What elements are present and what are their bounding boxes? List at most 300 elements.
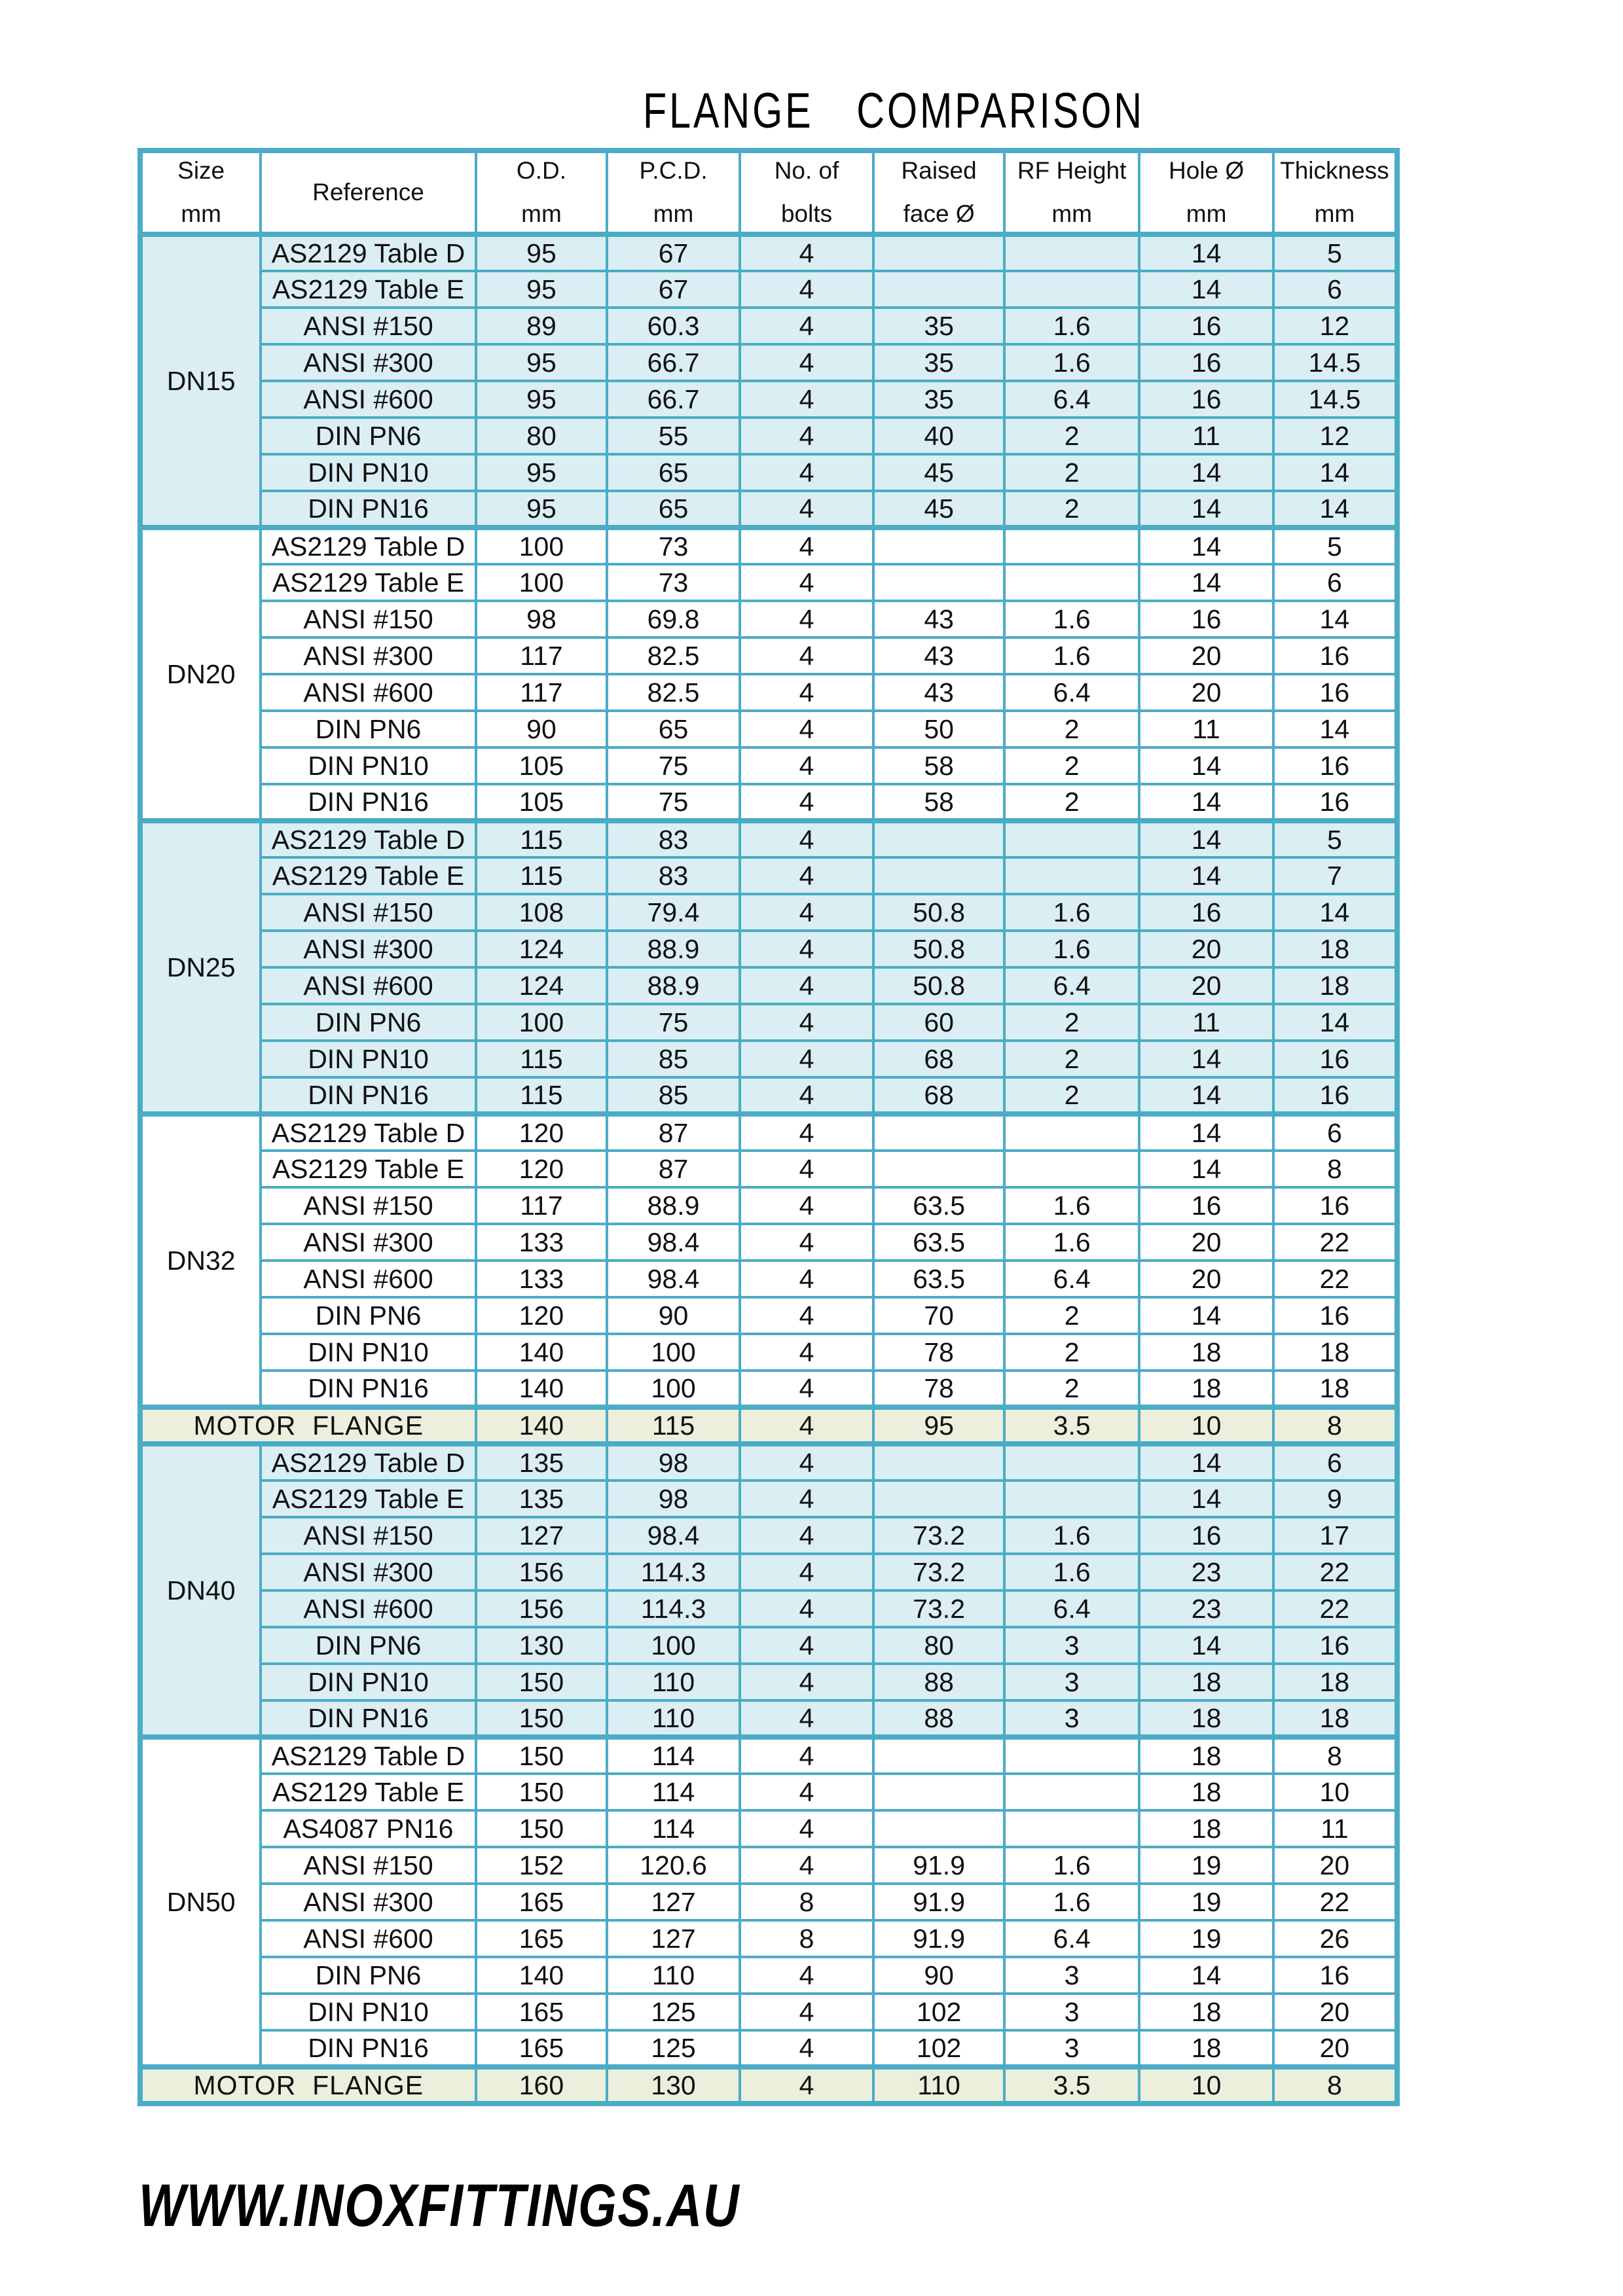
column-header-no-of xyxy=(740,151,873,234)
value-cell: 14 xyxy=(1139,1297,1273,1334)
value-cell: 20 xyxy=(1139,674,1273,711)
value-cell: 95 xyxy=(476,271,608,308)
value-cell xyxy=(1004,857,1139,894)
reference-cell: ANSI #150 xyxy=(261,1187,475,1224)
reference-cell: DIN PN6 xyxy=(261,418,475,454)
value-cell: 14 xyxy=(1139,234,1273,271)
value-cell: 18 xyxy=(1273,1371,1397,1407)
value-cell: 125 xyxy=(607,1994,740,2030)
value-cell: 18 xyxy=(1273,1664,1397,1700)
table-row xyxy=(140,711,1397,747)
value-cell: 18 xyxy=(1273,1334,1397,1371)
value-cell: 117 xyxy=(476,637,608,674)
value-cell: 1.6 xyxy=(1004,1224,1139,1261)
value-cell: 130 xyxy=(607,2067,740,2104)
value-cell: 2 xyxy=(1004,711,1139,747)
value-cell: 14 xyxy=(1139,1077,1273,1114)
value-cell: 16 xyxy=(1273,1187,1397,1224)
value-cell: 14 xyxy=(1139,1444,1273,1480)
value-cell: 18 xyxy=(1139,1334,1273,1371)
value-cell: 16 xyxy=(1273,784,1397,821)
table-row xyxy=(140,1664,1397,1700)
value-cell: 135 xyxy=(476,1444,608,1480)
value-cell: 115 xyxy=(476,1077,608,1114)
value-cell: 14 xyxy=(1273,601,1397,637)
value-cell: 102 xyxy=(873,1994,1004,2030)
value-cell: 114 xyxy=(607,1737,740,1774)
reference-cell: AS2129 Table D xyxy=(261,1737,475,1774)
value-cell: 108 xyxy=(476,894,608,931)
value-cell: 88 xyxy=(873,1700,1004,1737)
column-header-line1: RF Height xyxy=(1017,157,1127,184)
value-cell: 115 xyxy=(476,1041,608,1077)
reference-cell: DIN PN6 xyxy=(261,1957,475,1994)
reference-cell: ANSI #150 xyxy=(261,308,475,344)
value-cell: 16 xyxy=(1139,894,1273,931)
value-cell: 4 xyxy=(740,381,873,418)
value-cell xyxy=(1004,1480,1139,1517)
value-cell xyxy=(873,1114,1004,1151)
reference-cell: ANSI #300 xyxy=(261,1884,475,1920)
value-cell: 22 xyxy=(1273,1261,1397,1297)
reference-cell: ANSI #600 xyxy=(261,1590,475,1627)
value-cell: 63.5 xyxy=(873,1224,1004,1261)
reference-cell: ANSI #600 xyxy=(261,674,475,711)
footer-wordmark: WWW.INOXFITTINGS.AU xyxy=(139,2172,740,2239)
reference-cell: DIN PN6 xyxy=(261,711,475,747)
value-cell: 8 xyxy=(1273,1151,1397,1187)
reference-cell: ANSI #300 xyxy=(261,344,475,381)
table-row xyxy=(140,454,1397,491)
value-cell: 95 xyxy=(476,344,608,381)
value-cell: 4 xyxy=(740,1224,873,1261)
value-cell xyxy=(1004,271,1139,308)
value-cell xyxy=(1004,564,1139,601)
value-cell xyxy=(873,1480,1004,1517)
value-cell: 22 xyxy=(1273,1884,1397,1920)
value-cell: 16 xyxy=(1273,1957,1397,1994)
value-cell: 4 xyxy=(740,308,873,344)
value-cell: 6.4 xyxy=(1004,1261,1139,1297)
value-cell: 133 xyxy=(476,1261,608,1297)
value-cell: 11 xyxy=(1139,418,1273,454)
reference-cell: ANSI #150 xyxy=(261,894,475,931)
value-cell: 87 xyxy=(607,1151,740,1187)
value-cell: 7 xyxy=(1273,857,1397,894)
column-header-line1: No. of xyxy=(774,157,839,184)
value-cell: 6 xyxy=(1273,271,1397,308)
value-cell xyxy=(873,1737,1004,1774)
value-cell: 35 xyxy=(873,308,1004,344)
table-row xyxy=(140,1627,1397,1664)
column-header-raised xyxy=(873,151,1004,234)
value-cell: 2 xyxy=(1004,1334,1139,1371)
table-row xyxy=(140,528,1397,564)
table-row xyxy=(140,747,1397,784)
value-cell: 18 xyxy=(1273,1700,1397,1737)
column-header-hole xyxy=(1139,151,1273,234)
value-cell: 4 xyxy=(740,857,873,894)
value-cell: 4 xyxy=(740,1810,873,1847)
table-row xyxy=(140,601,1397,637)
value-cell: 20 xyxy=(1273,2030,1397,2067)
value-cell: 14 xyxy=(1273,894,1397,931)
reference-cell: AS2129 Table D xyxy=(261,234,475,271)
motor-flange-row xyxy=(140,1407,1397,1444)
table-row xyxy=(140,1187,1397,1224)
table-row xyxy=(140,1920,1397,1957)
value-cell: 1.6 xyxy=(1004,1847,1139,1884)
value-cell: 12 xyxy=(1273,308,1397,344)
reference-cell: ANSI #300 xyxy=(261,1554,475,1590)
value-cell: 18 xyxy=(1139,1371,1273,1407)
column-header-line2: mm xyxy=(1051,200,1092,227)
value-cell xyxy=(1004,1810,1139,1847)
value-cell: 90 xyxy=(873,1957,1004,1994)
value-cell xyxy=(873,564,1004,601)
value-cell: 73 xyxy=(607,528,740,564)
value-cell: 100 xyxy=(476,1004,608,1041)
value-cell: 2 xyxy=(1004,1041,1139,1077)
value-cell: 105 xyxy=(476,784,608,821)
value-cell: 8 xyxy=(740,1920,873,1957)
value-cell: 127 xyxy=(607,1884,740,1920)
value-cell: 124 xyxy=(476,931,608,967)
value-cell: 114.3 xyxy=(607,1590,740,1627)
value-cell: 4 xyxy=(740,1517,873,1554)
value-cell: 6 xyxy=(1273,1444,1397,1480)
value-cell: 16 xyxy=(1273,1041,1397,1077)
table-row xyxy=(140,1114,1397,1151)
value-cell: 95 xyxy=(476,234,608,271)
value-cell: 4 xyxy=(740,1444,873,1480)
value-cell: 4 xyxy=(740,1664,873,1700)
value-cell: 115 xyxy=(476,857,608,894)
value-cell: 18 xyxy=(1139,1774,1273,1810)
value-cell: 23 xyxy=(1139,1590,1273,1627)
value-cell: 115 xyxy=(607,1407,740,1444)
reference-cell: DIN PN10 xyxy=(261,454,475,491)
value-cell: 160 xyxy=(476,2067,608,2104)
value-cell: 6.4 xyxy=(1004,1920,1139,1957)
value-cell: 12 xyxy=(1273,418,1397,454)
reference-cell: DIN PN16 xyxy=(261,1700,475,1737)
value-cell: 4 xyxy=(740,1077,873,1114)
value-cell xyxy=(873,1151,1004,1187)
table-row xyxy=(140,564,1397,601)
column-header-line1: Reference xyxy=(312,179,424,206)
size-group-cell-dn32: DN32 xyxy=(140,1114,261,1407)
value-cell: 73.2 xyxy=(873,1554,1004,1590)
value-cell: 140 xyxy=(476,1371,608,1407)
value-cell: 14 xyxy=(1273,491,1397,528)
column-header-line1: Thickness xyxy=(1280,157,1389,184)
value-cell: 1.6 xyxy=(1004,344,1139,381)
value-cell: 100 xyxy=(607,1334,740,1371)
value-cell: 5 xyxy=(1273,528,1397,564)
table-row xyxy=(140,1334,1397,1371)
value-cell: 1.6 xyxy=(1004,931,1139,967)
value-cell: 20 xyxy=(1139,637,1273,674)
column-header-line1: O.D. xyxy=(516,157,566,184)
value-cell: 110 xyxy=(607,1957,740,1994)
value-cell: 120.6 xyxy=(607,1847,740,1884)
size-group-cell-dn40: DN40 xyxy=(140,1444,261,1737)
value-cell xyxy=(1004,1444,1139,1480)
value-cell: 14 xyxy=(1139,1957,1273,1994)
value-cell: 4 xyxy=(740,1994,873,2030)
value-cell: 70 xyxy=(873,1297,1004,1334)
value-cell: 85 xyxy=(607,1041,740,1077)
table-row xyxy=(140,1590,1397,1627)
value-cell: 78 xyxy=(873,1334,1004,1371)
value-cell: 4 xyxy=(740,1700,873,1737)
size-group-cell-dn15: DN15 xyxy=(140,234,261,528)
value-cell: 67 xyxy=(607,234,740,271)
value-cell: 67 xyxy=(607,271,740,308)
value-cell: 4 xyxy=(740,1957,873,1994)
value-cell: 85 xyxy=(607,1077,740,1114)
value-cell: 6.4 xyxy=(1004,381,1139,418)
reference-cell: DIN PN6 xyxy=(261,1004,475,1041)
value-cell: 6 xyxy=(1273,564,1397,601)
value-cell: 45 xyxy=(873,491,1004,528)
value-cell: 14 xyxy=(1139,857,1273,894)
value-cell: 3 xyxy=(1004,1627,1139,1664)
table-row xyxy=(140,857,1397,894)
value-cell: 65 xyxy=(607,711,740,747)
value-cell: 95 xyxy=(476,491,608,528)
reference-cell: ANSI #300 xyxy=(261,1224,475,1261)
value-cell: 165 xyxy=(476,2030,608,2067)
value-cell: 133 xyxy=(476,1224,608,1261)
table-row xyxy=(140,1737,1397,1774)
value-cell: 63.5 xyxy=(873,1187,1004,1224)
value-cell: 4 xyxy=(740,967,873,1004)
value-cell: 4 xyxy=(740,1554,873,1590)
value-cell: 117 xyxy=(476,674,608,711)
reference-cell: ANSI #600 xyxy=(261,381,475,418)
value-cell: 18 xyxy=(1139,1810,1273,1847)
value-cell: 14 xyxy=(1139,1480,1273,1517)
value-cell: 102 xyxy=(873,2030,1004,2067)
value-cell: 43 xyxy=(873,601,1004,637)
header-row xyxy=(140,151,1397,234)
value-cell: 14 xyxy=(1139,1114,1273,1151)
value-cell: 4 xyxy=(740,1004,873,1041)
value-cell: 22 xyxy=(1273,1590,1397,1627)
value-cell: 50.8 xyxy=(873,967,1004,1004)
value-cell: 11 xyxy=(1139,711,1273,747)
value-cell: 4 xyxy=(740,1151,873,1187)
value-cell: 9 xyxy=(1273,1480,1397,1517)
column-header-line2: mm xyxy=(653,200,694,227)
value-cell: 152 xyxy=(476,1847,608,1884)
value-cell: 50 xyxy=(873,711,1004,747)
table-row xyxy=(140,1774,1397,1810)
value-cell: 14 xyxy=(1139,1151,1273,1187)
value-cell: 5 xyxy=(1273,821,1397,857)
value-cell: 75 xyxy=(607,784,740,821)
value-cell: 100 xyxy=(607,1627,740,1664)
value-cell: 66.7 xyxy=(607,344,740,381)
table-row xyxy=(140,418,1397,454)
column-header-line1: P.C.D. xyxy=(639,157,708,184)
size-group-cell-dn20: DN20 xyxy=(140,528,261,821)
value-cell: 150 xyxy=(476,1810,608,1847)
value-cell: 45 xyxy=(873,454,1004,491)
table-row xyxy=(140,1957,1397,1994)
value-cell: 90 xyxy=(607,1297,740,1334)
table-row xyxy=(140,491,1397,528)
value-cell xyxy=(1004,1151,1139,1187)
value-cell: 4 xyxy=(740,2067,873,2104)
value-cell: 98 xyxy=(607,1480,740,1517)
value-cell: 73.2 xyxy=(873,1590,1004,1627)
value-cell: 55 xyxy=(607,418,740,454)
value-cell: 16 xyxy=(1139,344,1273,381)
value-cell: 22 xyxy=(1273,1224,1397,1261)
table-row xyxy=(140,674,1397,711)
value-cell: 80 xyxy=(476,418,608,454)
value-cell xyxy=(873,234,1004,271)
page-title: FLANGE COMPARISON xyxy=(643,83,1144,139)
value-cell: 2 xyxy=(1004,1297,1139,1334)
value-cell: 16 xyxy=(1273,1297,1397,1334)
value-cell xyxy=(1004,1737,1139,1774)
reference-cell: AS2129 Table D xyxy=(261,1444,475,1480)
column-header-line1: Hole Ø xyxy=(1169,157,1245,184)
table-row xyxy=(140,1700,1397,1737)
value-cell xyxy=(873,1810,1004,1847)
reference-cell: DIN PN16 xyxy=(261,491,475,528)
value-cell: 18 xyxy=(1273,967,1397,1004)
value-cell: 105 xyxy=(476,747,608,784)
reference-cell: DIN PN10 xyxy=(261,1041,475,1077)
value-cell: 58 xyxy=(873,784,1004,821)
value-cell xyxy=(1004,528,1139,564)
value-cell xyxy=(873,857,1004,894)
reference-cell: DIN PN6 xyxy=(261,1627,475,1664)
value-cell: 2 xyxy=(1004,747,1139,784)
column-header-rf-height xyxy=(1004,151,1139,234)
table-row xyxy=(140,344,1397,381)
value-cell: 95 xyxy=(476,381,608,418)
value-cell: 150 xyxy=(476,1774,608,1810)
value-cell: 10 xyxy=(1139,2067,1273,2104)
value-cell: 20 xyxy=(1139,1224,1273,1261)
value-cell: 4 xyxy=(740,1371,873,1407)
reference-cell: ANSI #300 xyxy=(261,931,475,967)
value-cell: 20 xyxy=(1139,931,1273,967)
value-cell: 79.4 xyxy=(607,894,740,931)
value-cell: 14 xyxy=(1139,454,1273,491)
table-row xyxy=(140,784,1397,821)
motor-flange-label: MOTOR FLANGE xyxy=(140,1407,476,1444)
value-cell: 16 xyxy=(1139,601,1273,637)
value-cell: 16 xyxy=(1139,381,1273,418)
value-cell: 156 xyxy=(476,1554,608,1590)
value-cell: 68 xyxy=(873,1041,1004,1077)
value-cell: 18 xyxy=(1139,1700,1273,1737)
value-cell: 19 xyxy=(1139,1884,1273,1920)
column-header-line2: mm xyxy=(1314,200,1355,227)
column-header-reference xyxy=(261,151,475,234)
value-cell: 4 xyxy=(740,821,873,857)
value-cell: 140 xyxy=(476,1334,608,1371)
value-cell: 4 xyxy=(740,1847,873,1884)
value-cell: 4 xyxy=(740,1187,873,1224)
value-cell: 165 xyxy=(476,1994,608,2030)
value-cell: 4 xyxy=(740,601,873,637)
value-cell: 14 xyxy=(1139,821,1273,857)
value-cell: 73.2 xyxy=(873,1517,1004,1554)
value-cell: 4 xyxy=(740,454,873,491)
value-cell: 3 xyxy=(1004,1700,1139,1737)
value-cell xyxy=(873,821,1004,857)
value-cell: 3.5 xyxy=(1004,2067,1139,2104)
value-cell: 4 xyxy=(740,528,873,564)
value-cell: 20 xyxy=(1273,1847,1397,1884)
value-cell: 140 xyxy=(476,1957,608,1994)
value-cell: 4 xyxy=(740,784,873,821)
value-cell: 18 xyxy=(1139,2030,1273,2067)
table-row xyxy=(140,967,1397,1004)
value-cell: 10 xyxy=(1139,1407,1273,1444)
table-row xyxy=(140,1517,1397,1554)
value-cell: 98 xyxy=(607,1444,740,1480)
reference-cell: AS2129 Table E xyxy=(261,271,475,308)
table-row xyxy=(140,308,1397,344)
table-row xyxy=(140,1297,1397,1334)
value-cell xyxy=(873,1774,1004,1810)
value-cell: 150 xyxy=(476,1700,608,1737)
value-cell: 125 xyxy=(607,2030,740,2067)
value-cell: 82.5 xyxy=(607,637,740,674)
value-cell: 100 xyxy=(476,528,608,564)
column-header-line2: bolts xyxy=(780,200,833,227)
size-group-cell-dn50: DN50 xyxy=(140,1737,261,2067)
value-cell: 14 xyxy=(1273,454,1397,491)
column-header-o-d xyxy=(476,151,608,234)
value-cell: 88.9 xyxy=(607,1187,740,1224)
value-cell: 3 xyxy=(1004,1994,1139,2030)
value-cell: 35 xyxy=(873,381,1004,418)
table-row xyxy=(140,1480,1397,1517)
table-row xyxy=(140,1041,1397,1077)
value-cell: 43 xyxy=(873,637,1004,674)
value-cell: 110 xyxy=(607,1664,740,1700)
value-cell: 4 xyxy=(740,1261,873,1297)
value-cell: 4 xyxy=(740,1334,873,1371)
value-cell: 3 xyxy=(1004,1957,1139,1994)
value-cell: 16 xyxy=(1139,308,1273,344)
value-cell xyxy=(873,528,1004,564)
value-cell: 10 xyxy=(1273,1774,1397,1810)
value-cell: 4 xyxy=(740,1480,873,1517)
value-cell: 75 xyxy=(607,747,740,784)
value-cell: 4 xyxy=(740,674,873,711)
value-cell: 8 xyxy=(1273,1407,1397,1444)
value-cell: 130 xyxy=(476,1627,608,1664)
value-cell: 4 xyxy=(740,711,873,747)
value-cell: 4 xyxy=(740,1407,873,1444)
value-cell: 69.8 xyxy=(607,601,740,637)
motor-flange-label: MOTOR FLANGE xyxy=(140,2067,476,2104)
size-group-cell-dn25: DN25 xyxy=(140,821,261,1114)
table-row xyxy=(140,1224,1397,1261)
value-cell: 140 xyxy=(476,1407,608,1444)
